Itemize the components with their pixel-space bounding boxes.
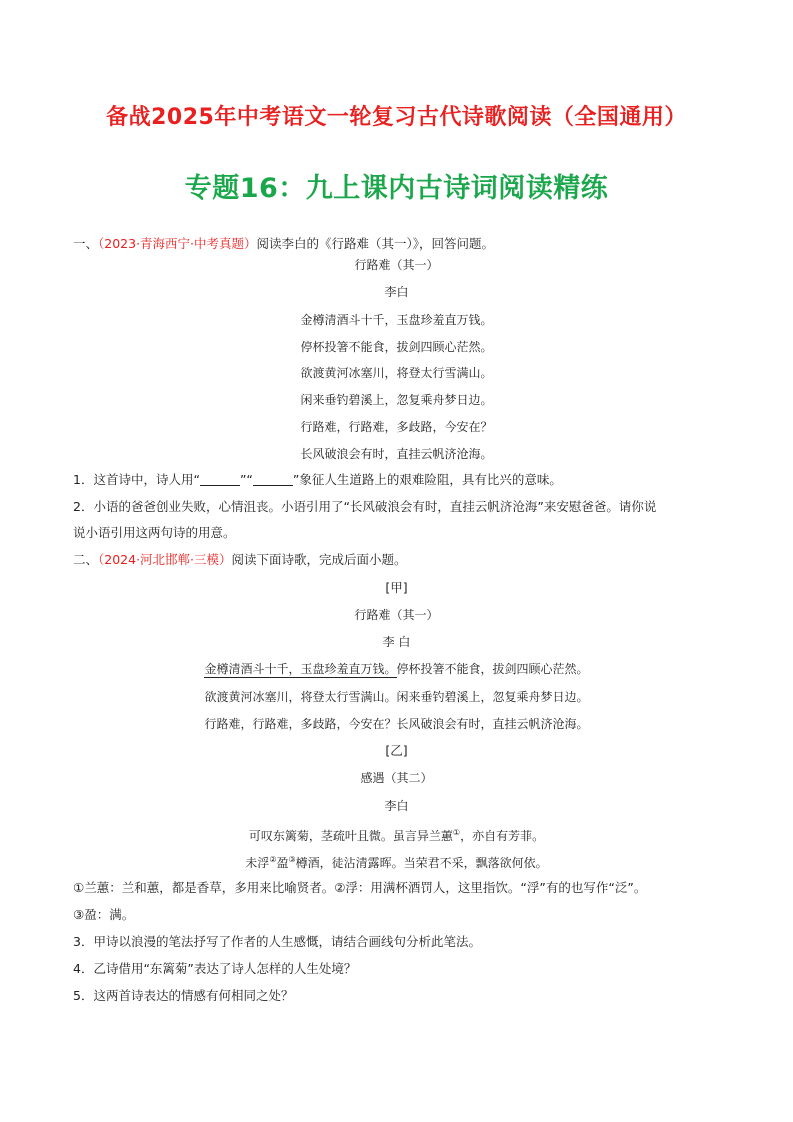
q2-poem1-line: 金樽清酒斗十千，玉盘珍羞直万钱。停杯投箸不能食，拔剑四顾心茫然。 [204, 662, 589, 676]
poem-marker-yi: [乙] [385, 743, 408, 758]
question-2: 2．小语的爸爸创业失败，心情沮丧。小语引用了“长风破浪会有时，直挂云帆济沧海”来安慰爸爸。请你说 [73, 499, 657, 514]
q1-poem-author: 李白 [384, 285, 409, 299]
q2-poem2-author: 李白 [384, 799, 409, 813]
document-subtitle: 专题16：九上课内古诗词阅读精练 [184, 173, 609, 204]
q2-poem2-title: 感遇（其二） [360, 771, 433, 785]
q2-poem1-title: 行路难（其一） [354, 608, 439, 622]
q2-prefix: 二、 [73, 552, 99, 567]
q1-poem-line: 闲来垂钓碧溪上，忽复乘舟梦日边。 [300, 393, 493, 407]
q1-instruction: 阅读李白的《行路难（其一）》，回答问题。 [256, 236, 495, 251]
q1-poem-line: 长风破浪会有时，直挂云帆济沧海。 [300, 447, 493, 461]
q1-poem-line: 金樽清酒斗十千，玉盘珍羞直万钱。 [300, 313, 493, 327]
question-1: 1．这首诗中，诗人用“ ”“ ”象征人生道路上的艰难险阻，具有比兴的意味。 [73, 472, 562, 487]
footnote-line: ①兰蕙：兰和蕙，都是香草，多用来比喻贤者。②浮：用满杯酒罚人，这里指饮。“浮”有的也写作“泛”。 [73, 880, 647, 895]
footnote-marker: ① [452, 828, 461, 837]
answer-blank[interactable] [200, 473, 240, 486]
q2-poem1-line: 欲渡黄河冰塞川，将登太行雪满山。闲来垂钓碧溪上，忽复乘舟梦日边。 [204, 690, 589, 704]
q1-poem-line: 行路难，行路难，多歧路，今安在？ [300, 420, 493, 434]
footnote-line: ③盈：满。 [73, 907, 135, 922]
q1-poem-line: 停杯投箸不能食，拔剑四顾心茫然。 [300, 340, 493, 354]
q1-poem-title: 行路难（其一） [354, 258, 439, 272]
q2-poem1-author: 李 白 [382, 635, 411, 649]
question-4: 4．乙诗借用“东篱菊”表达了诗人怎样的人生处境？ [73, 961, 357, 976]
question-5: 5．这两首诗表达的情感有何相同之处？ [73, 988, 294, 1003]
q2-instruction: 阅读下面诗歌，完成后面小题。 [231, 552, 407, 567]
q2-heading [73, 552, 723, 568]
answer-blank[interactable] [253, 473, 293, 486]
question-3: 3．甲诗以浪漫的笔法抒写了作者的人生感慨，请结合画线句分析此笔法。 [73, 934, 481, 949]
q1-source: （2023·青海西宁·中考真题） [98, 236, 257, 251]
poem-marker-jia: [甲] [385, 580, 408, 595]
q2-poem2-line: 可叹东篱菊，茎疏叶且微。虽言异兰蕙①，亦自有芳菲。 [248, 828, 545, 843]
q2-source: （2024·河北邯郸·三模） [98, 552, 232, 567]
q2-poem2-line: 未浮②盈③樽酒，徒沾清露晖。当荣君不采，飘落欲何依。 [245, 855, 548, 870]
footnote-marker: ② [269, 855, 277, 864]
q2-poem1-line: 行路难，行路难，多歧路，今安在？长风破浪会有时，直挂云帆济沧海。 [204, 717, 589, 731]
underlined-sentence: 金樽清酒斗十千，玉盘珍羞直万钱。 [204, 662, 397, 676]
q1-prefix: 一、 [73, 236, 99, 251]
q1-heading [73, 236, 723, 252]
question-2-cont: 说小语引用这两句诗的用意。 [73, 525, 236, 540]
document-title: 备战2025年中考语文一轮复习古代诗歌阅读（全国通用） [106, 105, 687, 130]
footnote-marker: ③ [288, 855, 296, 864]
q1-poem-line: 欲渡黄河冰塞川，将登太行雪满山。 [300, 366, 493, 380]
